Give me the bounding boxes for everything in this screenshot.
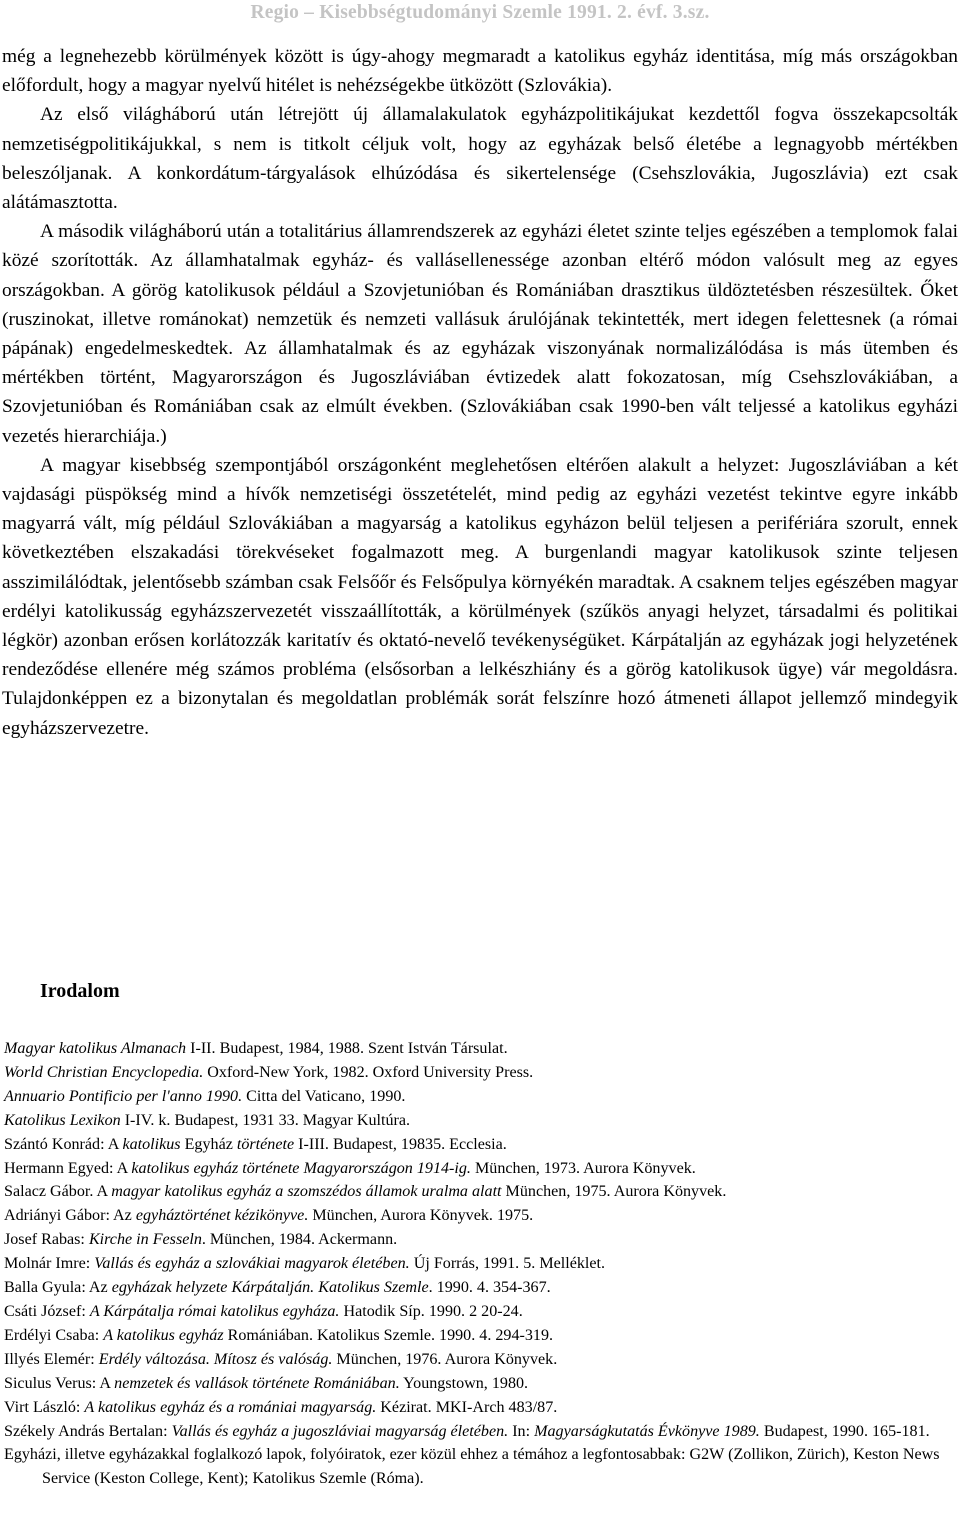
reference-title: egyháztörténet kézikönyve. <box>135 1207 309 1225</box>
reference-title: Vallás és egyház a szlovákiai magyarok életében. <box>94 1255 410 1273</box>
reference-item <box>4 1085 958 1109</box>
reference-item <box>4 1443 958 1491</box>
reference-text: Egyház <box>180 1135 237 1153</box>
reference-text: Virt László: <box>4 1398 85 1416</box>
reference-item <box>4 1396 958 1420</box>
reference-title: története <box>236 1135 295 1153</box>
reference-title: Katolikus Lexikon <box>4 1111 121 1129</box>
reference-text: München, 1976. Aurora Könyvek. <box>332 1350 558 1368</box>
reference-title: World Christian Encyclopedia. <box>4 1063 204 1081</box>
reference-text: Siculus Verus: A <box>4 1374 115 1392</box>
reference-title: Vallás és egyház a jugoszláviai magyarság életében. <box>171 1422 509 1440</box>
reference-text: Székely András Bertalan: <box>4 1422 172 1440</box>
reference-text: Romániában. Katolikus Szemle. 1990. 4. 294-319. <box>223 1326 554 1344</box>
reference-item <box>4 1228 958 1252</box>
section-title-irodalom: Irodalom <box>40 980 120 1002</box>
reference-item <box>4 1372 958 1396</box>
paragraph: még a legnehezebb körülmények között is úgy-ahogy megmaradt a katolikus egyház identitása, míg más országokban előfordult, hogy a magyar nyelvű hitélet is nehézségekbe ütközött (Szlovákia). <box>2 46 958 97</box>
reference-text: Adriányi Gábor: Az <box>4 1207 136 1225</box>
reference-text: Oxford-New York, 1982. Oxford University Press. <box>203 1063 534 1081</box>
paragraph: A magyar kisebbség szempontjából országonként meglehetősen eltérően alakult a helyzet: Jugoszláviában a két vajdasági püspökség mind a hívők nemzetiségi összetételét, mind pedig az egyházi vezetést tekintve egyre inkább magyarrá vált, míg például Szlovákiában a magyarság a katolikus egyházon belül teljesen a perifériára szorult, ennek következtében elszakadási törekvéseket fogalmazott meg. A burgenlandi magyar katolikusok szinte teljesen asszimilálódtak, jelentősebb számban csak Felsőőr és Felsőpulya környékén maradtak. A csaknem teljes egészében magyar erdélyi katolikusság egyházszervezetét visszaállították, a körülmények (szűkös anyagi helyzet, társadalmi és politikai légkör) azonban erősen korlátozzák karitatív és oktató-nevelő tevékenységüket. Kárpátalján az egyházak jogi helyzetének rendeződése ellenére még számos probléma (elsősorban a lelkészhiány és a görög katolikusok ügye) vár megoldásra. Tulajdonképpen ez a bizonytalan és megoldatlan problémák sorát felszínre hozó átmeneti állapot jellemző mindegyik egyházszervezetre. <box>2 454 958 739</box>
reference-text: I-III. Budapest, 19835. Ecclesia. <box>294 1135 507 1153</box>
running-header: Regio – Kisebbségtudományi Szemle 1991. 2. évf. 3.sz. <box>250 2 710 23</box>
reference-text: Citta del Vaticano, 1990. <box>242 1087 406 1105</box>
reference-text: München, 1973. Aurora Könyvek. <box>470 1159 696 1177</box>
reference-text: I-IV. k. Budapest, 1931 33. Magyar Kultúra. <box>120 1111 411 1129</box>
reference-text: München, Aurora Könyvek. 1975. <box>308 1207 534 1225</box>
reference-text: Hatodik Síp. 1990. 2 20-24. <box>339 1302 523 1320</box>
reference-text: Illyés Elemér: <box>4 1350 99 1368</box>
reference-item <box>4 1157 958 1181</box>
reference-title: Magyar katolikus Almanach <box>4 1040 187 1057</box>
reference-text: Kézirat. MKI-Arch 483/87. <box>376 1398 558 1416</box>
reference-text: . München, 1984. Ackermann. <box>201 1231 398 1249</box>
reference-text: Balla Gyula: Az <box>4 1279 112 1297</box>
reference-item <box>4 1252 958 1276</box>
reference-list <box>4 1037 958 1491</box>
reference-item <box>4 1061 958 1085</box>
reference-text: Csáti József: <box>4 1302 90 1320</box>
reference-text: Salacz Gábor. A <box>4 1183 112 1201</box>
reference-title: egyházak helyzete Kárpátalján. Katolikus Szemle <box>111 1279 429 1297</box>
reference-item <box>4 1109 958 1133</box>
paragraph: A második világháború után a totalitárius államrendszerek az egyházi életet szinte teljes egészében a templomok falai közé szorították. Az államhatalmak egyház- és vallásellenessége azonban eltérő módon valósult meg az egyes országokban. A görög katolikusok például a Szovjetunióban és Romániában drasztikus üldöztetésben részesültek. Őket (ruszinokat, illetve románokat) nemzetük és nemzeti vallásuk árulójának tekintették, mert idegen felettesnek (a római pápának) engedelmeskedtek. Az államhatalmak és az egyházak viszonyának normalizálódása is más ütemben és mértékben történt, Magyarországon és Jugoszláviában évtizedek alatt fokozatosan, míg Csehszlovákiában, a Szovjetunióban és Romániában csak az elmúlt években. (Szlovákiában csak 1990-ben vált teljessé a katolikus egyházi vezetés hierarchiája.) <box>2 221 958 447</box>
reference-title: nemzetek és vallások története Romániában. <box>114 1374 400 1392</box>
reference-text: Erdélyi Csaba: <box>4 1326 104 1344</box>
reference-text: Szántó Konrád: A <box>4 1135 123 1153</box>
reference-text: Egyházi, illetve egyházakkal foglalkozó lapok, folyóiratok, ezer közül ehhez a témához a legfontosabbak: G2W (Zollikon, Zürich), Keston News Service (Keston College, Kent); Katolikus Szemle (Róma). <box>4 1446 940 1488</box>
reference-title: Erdély változása. Mítosz és valóság. <box>98 1350 333 1368</box>
reference-title: Kirche in Fesseln <box>88 1231 202 1249</box>
body-text <box>2 42 958 743</box>
reference-item <box>4 1204 958 1228</box>
reference-text: Új Forrás, 1991. 5. Melléklet. <box>409 1255 606 1273</box>
reference-item <box>4 1276 958 1300</box>
paragraph: Az első világháború után létrejött új államalakulatok egyházpolitikájukat kezdettől fogva összekapcsolták nemzetiségpolitikájukkal, s nem is titkolt céljuk volt, hogy az egyházak belső életébe a legnagyobb mértékben beleszóljanak. A konkordátum-tárgyalások elhúzódása és sikertelensége (Csehszlovákia, Jugoszlávia) ezt csak alátámasztotta. <box>2 104 958 214</box>
reference-title: A Kárpátalja római katolikus egyháza. <box>89 1302 340 1320</box>
reference-text: In: <box>508 1422 535 1440</box>
reference-item <box>4 1300 958 1324</box>
reference-title: A katolikus egyház és a romániai magyarság. <box>84 1398 377 1416</box>
reference-title: Annuario Pontificio per l'anno 1990. <box>4 1087 243 1105</box>
reference-title: magyar katolikus egyház a szomszédos államok uralma alatt <box>111 1183 502 1201</box>
reference-text: München, 1975. Aurora Könyvek. <box>501 1183 727 1201</box>
reference-title: A katolikus egyház <box>103 1326 224 1344</box>
reference-item <box>4 1420 958 1444</box>
reference-title: Magyarságkutatás Évkönyve 1989. <box>534 1422 760 1440</box>
reference-text: Molnár Imre: <box>4 1255 95 1273</box>
reference-item <box>4 1348 958 1372</box>
reference-item <box>4 1180 958 1204</box>
reference-text: Hermann Egyed: A <box>4 1159 132 1177</box>
reference-title: katolikus <box>122 1135 181 1153</box>
reference-text: Budapest, 1990. 165-181. <box>759 1422 930 1440</box>
reference-item <box>4 1133 958 1157</box>
reference-title: katolikus egyház története Magyarországon 1914-ig. <box>131 1159 471 1177</box>
reference-item <box>4 1324 958 1348</box>
reference-text: Youngstown, 1980. <box>399 1374 529 1392</box>
reference-text: I-II. Budapest, 1984, 1988. Szent István Társulat. <box>186 1040 508 1057</box>
reference-text: . 1990. 4. 354-367. <box>428 1279 551 1297</box>
reference-text: Josef Rabas: <box>4 1231 89 1249</box>
reference-item <box>4 1037 958 1061</box>
